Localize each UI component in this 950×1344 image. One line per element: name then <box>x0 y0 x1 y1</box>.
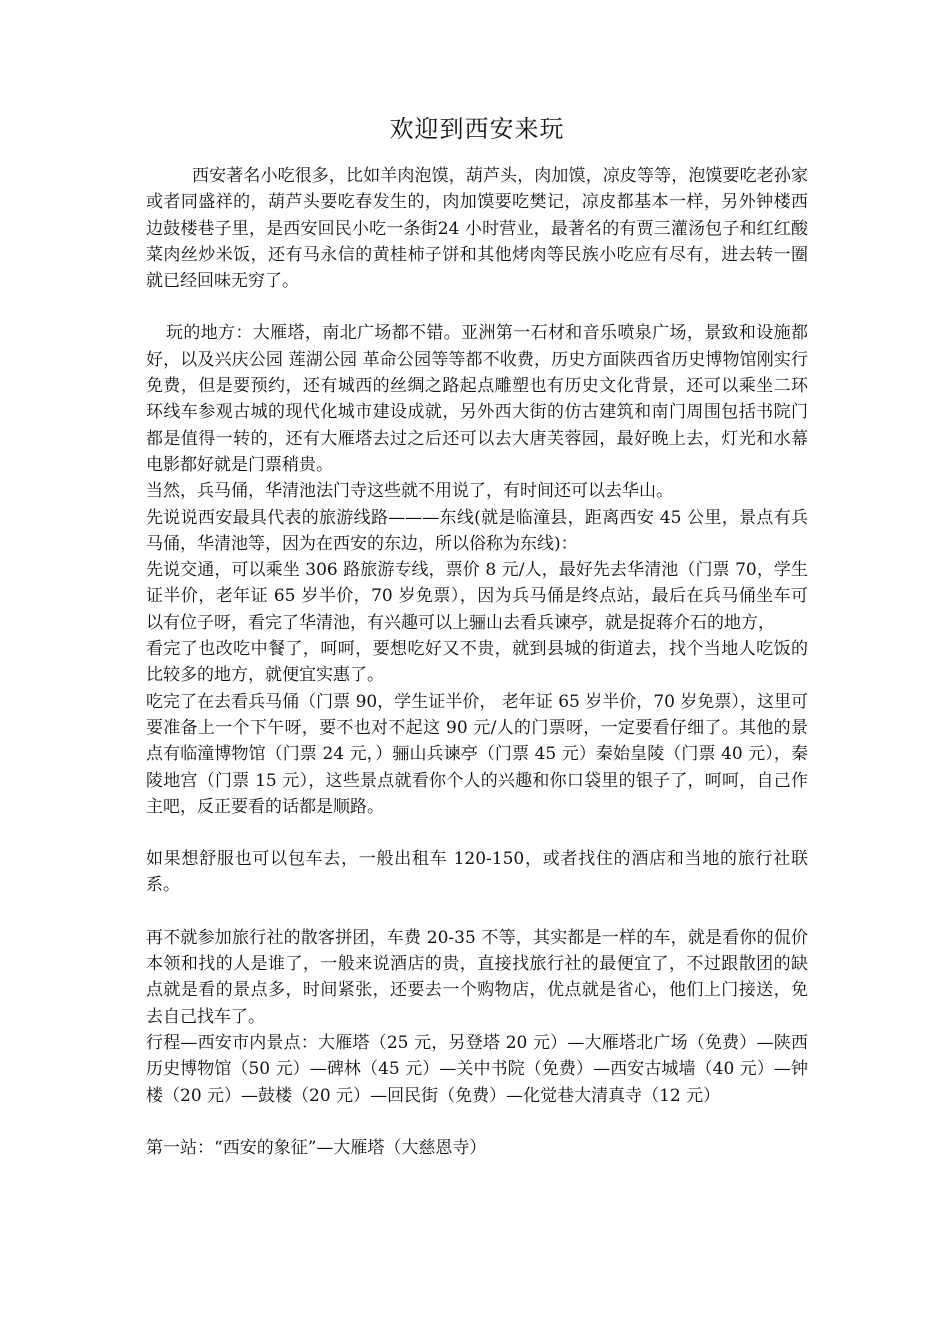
paragraph-lunch: 看完了也改吃中餐了，呵呵，要想吃好又不贵，就到县城的街道去，找个当地人吃饭的比较多的地方，就便宜实惠了。 <box>146 639 808 686</box>
paragraph-itinerary: 行程—西安市内景点：大雁塔（25 元，另登塔 20 元）—大雁塔北广场（免费）—陕西历史博物馆（50 元）—碑林（45 元）—关中书院（免费）—西安古城墙（40 元）—钟楼（20 元）—鼓楼（20 元）—回民街（免费）—化觉巷大清真寺（12 元） <box>146 1032 808 1106</box>
paragraph-first-stop: 第一站：“西安的象征”—大雁塔（大慈恩寺） <box>146 1137 487 1158</box>
paragraph-snacks: 西安著名小吃很多，比如羊肉泡馍，葫芦头，肉加馍，凉皮等等，泡馍要吃老孙家或者同盛祥的，葫芦头要吃春发生的，肉加馍要吃樊记，凉皮都基本一样，另外钟楼西边鼓楼巷子里，是西安回民小吃一条街24 小时营业，最著名的有贾三灌汤包子和红红酸菜肉丝炒米饭，还有马永信的黄桂柿子饼和其他烤肉等民族小吃应有尽有，进去转一圈就已经回味无穷了。 <box>146 166 808 292</box>
paragraph-museum-tickets: 吃完了在去看兵马俑（门票 90，学生证半价， 老年证 65 岁半价，70 岁免票），这里可要准备上一个下午呀，要不也对不起这 90 元/人的门票呀，一定要看仔细了。其他的景点有临潼博物馆（门票 24 元，）骊山兵谏亭（门票 45 元）秦始皇陵（门票 40 元），秦陵地宫（门票 15 元），这些景点就看你个人的兴趣和你口袋里的银子了，呵呵，自己作主吧，反正要看的话都是顺路。 <box>146 691 808 817</box>
paragraph-east-line: 先说说西安最具代表的旅游线路———东线(就是临潼县，距离西安 45 公里，景点有兵马俑，华清池等，因为在西安的东边，所以俗称为东线)： <box>146 507 808 554</box>
paragraph-transport: 先说交通，可以乘坐 306 路旅游专线，票价 8 元/人，最好先去华清池（门票 70，学生证半价，老年证 65 岁半价，70 岁免票），因为兵马俑是终点站，最后在兵马俑坐车可以有位子呀，看完了华清池，有兴趣可以上骊山去看兵谏亭，就是捉蒋介石的地方， <box>146 560 808 633</box>
paragraph-group-tour: 再不就参加旅行社的散客拼团，车费 20-35 不等，其实都是一样的车，就是看你的侃价本领和找的人是谁了，一般来说酒店的贵，直接找旅行社的最便宜了，不过跟散团的缺点就是看的景点多，时间紧张，还要去一个购物店，优点就是省心，他们上门接送，免去自己找车了。 <box>146 927 808 1027</box>
document-page <box>146 112 808 1161</box>
paragraph-terracotta: 当然，兵马俑，华清池法门寺这些就不用说了，有时间还可以去华山。 <box>146 481 673 502</box>
paragraph-places: 玩的地方：大雁塔，南北广场都不错。亚洲第一石材和音乐喷泉广场，景致和设施都好，以及兴庆公园 莲湖公园 革命公园等等都不收费，历史方面陕西省历史博物馆刚实行免费，但是要预约，还有城西的丝绸之路起点雕塑也有历史文化背景，还可以乘坐二环环线车参观古城的现代化城市建设成就，另外西大街的仿古建筑和南门周围包括书院门都是值得一转的，还有大雁塔去过之后还可以去大唐芙蓉园，最好晚上去，灯光和水幕电影都好就是门票稍贵。 <box>146 323 808 475</box>
document-title: 欢迎到西安来玩 <box>389 115 565 143</box>
paragraph-charter-car: 如果想舒服也可以包车去，一般出租车 120-150，或者找住的酒店和当地的旅行社联系。 <box>146 849 808 896</box>
